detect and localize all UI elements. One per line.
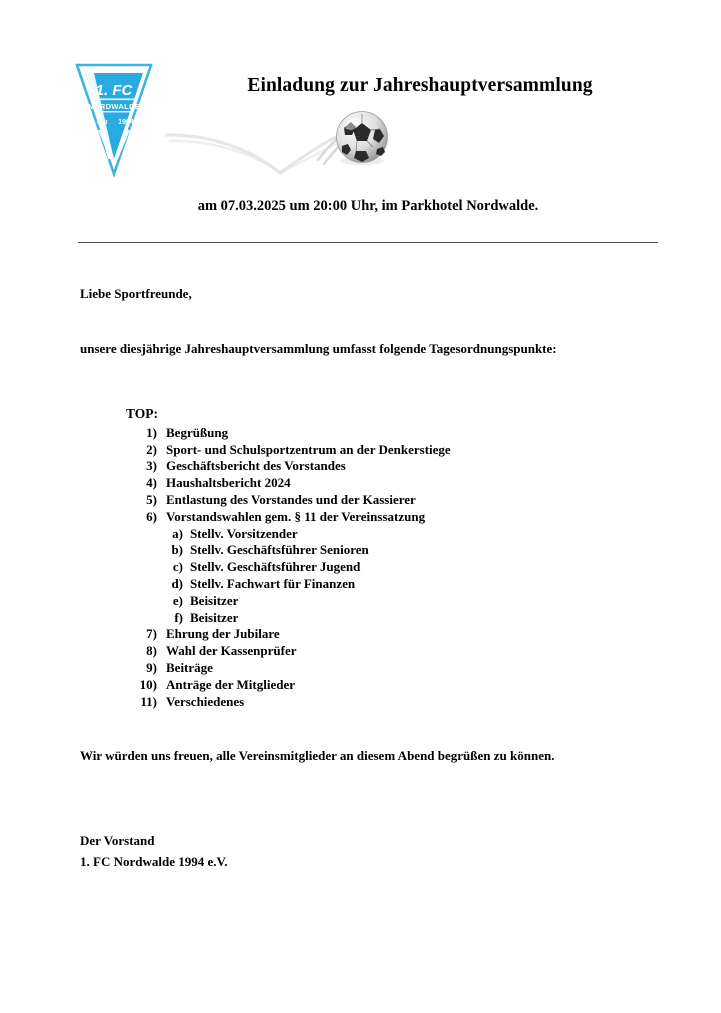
agenda-item-label: Beiträge [166,660,213,676]
agenda-subitem-number: e) [172,592,183,608]
agenda-subitem-number: d) [171,576,183,592]
agenda-item-number: 3) [146,458,157,474]
agenda-subitem-number: b) [171,542,183,558]
agenda-item-number: 11) [140,693,157,709]
agenda-item-number: 4) [146,475,157,491]
salutation-text: Liebe Sportfreunde, [80,286,192,301]
agenda-subitem-number: a) [172,525,183,541]
agenda-item [126,694,646,711]
agenda-item [126,458,646,475]
agenda-item-number: 8) [146,643,157,659]
agenda-subitem [126,593,646,610]
agenda-item-label: Ehrung der Jubilare [166,626,280,642]
agenda-item-label: Vorstandswahlen gem. § 11 der Vereinssatzung [166,508,426,524]
svg-text:1994: 1994 [118,119,134,126]
closing-text: Wir würden uns freuen, alle Vereinsmitglieder an diesem Abend begrüßen zu können. [80,748,555,763]
agenda-item [126,475,646,492]
agenda-item-number: 2) [146,441,157,457]
soccer-ball-icon [160,103,392,185]
agenda-item-number: 7) [146,626,157,642]
agenda-item-label: Wahl der Kassenprüfer [166,643,297,659]
agenda-item-label: Sport- und Schulsportzentrum an der Denkerstiege [166,441,451,457]
soccer-ball-bounce-graphic [160,103,392,185]
agenda-item [126,492,646,509]
agenda-item-number: 6) [146,508,157,524]
signature-club-name: 1. FC Nordwalde 1994 e.V. [80,854,228,869]
agenda-subitem-label: Stellv. Geschäftsführer Senioren [190,542,369,558]
agenda-subitem-label: Beisitzer [190,609,239,625]
agenda-sublist [126,526,646,627]
intro-text: unsere diesjährige Jahreshauptversammlung umfasst folgende Tagesordnungspunkte: [80,341,557,356]
event-details-subtitle: am 07.03.2025 um 20:00 Uhr, im Parkhotel Nordwalde. [197,198,539,214]
signature-role: Der Vorstand [80,833,155,848]
club-crest-icon [74,62,154,177]
header-divider [78,242,658,243]
agenda-item [126,677,646,694]
agenda-item-number: 1) [146,424,157,440]
agenda-item-label: Geschäftsbericht des Vorstandes [166,458,346,474]
agenda-item-label: Verschiedenes [166,693,245,709]
agenda-subitem-number: f) [174,609,183,625]
agenda-item [126,442,646,459]
agenda-subitem [126,526,646,543]
agenda-item-number: 9) [146,660,157,676]
agenda-subitem-label: Stellv. Vorsitzender [190,525,298,541]
agenda-item [126,643,646,660]
agenda-subitem-label: Stellv. Geschäftsführer Jugend [190,559,361,575]
document-header [0,0,721,214]
club-crest-logo [74,62,154,177]
agenda-item-label: Entlastung des Vorstandes und der Kassierer [166,492,416,508]
agenda-item-label: Anträge der Mitglieder [166,676,295,692]
agenda-item-label: Haushaltsbericht 2024 [166,475,291,491]
svg-text:1. FC: 1. FC [95,82,133,99]
agenda-item [126,660,646,677]
agenda-subitem [126,559,646,576]
page-title: Einladung zur Jahreshauptversammlung [247,75,593,96]
agenda-section [126,406,646,710]
agenda-item [126,626,646,643]
agenda-subitem-label: Stellv. Fachwart für Finanzen [190,576,356,592]
agenda-subitem-number: c) [172,559,183,575]
agenda-item [126,509,646,526]
agenda-heading: TOP: [126,406,159,421]
agenda-list-continued [126,626,646,710]
agenda-item-label: Begrüßung [166,424,229,440]
agenda-item-number: 5) [146,492,157,508]
agenda-subitem [126,542,646,559]
signature-block [80,830,227,872]
agenda-subitem [126,610,646,627]
svg-text:seit: seit [96,119,108,126]
agenda-subitem [126,576,646,593]
agenda-item [126,425,646,442]
agenda-list [126,425,646,526]
agenda-subitem-label: Beisitzer [190,592,239,608]
agenda-item-number: 10) [139,676,157,692]
svg-text:NORDWALDE: NORDWALDE [87,102,141,111]
